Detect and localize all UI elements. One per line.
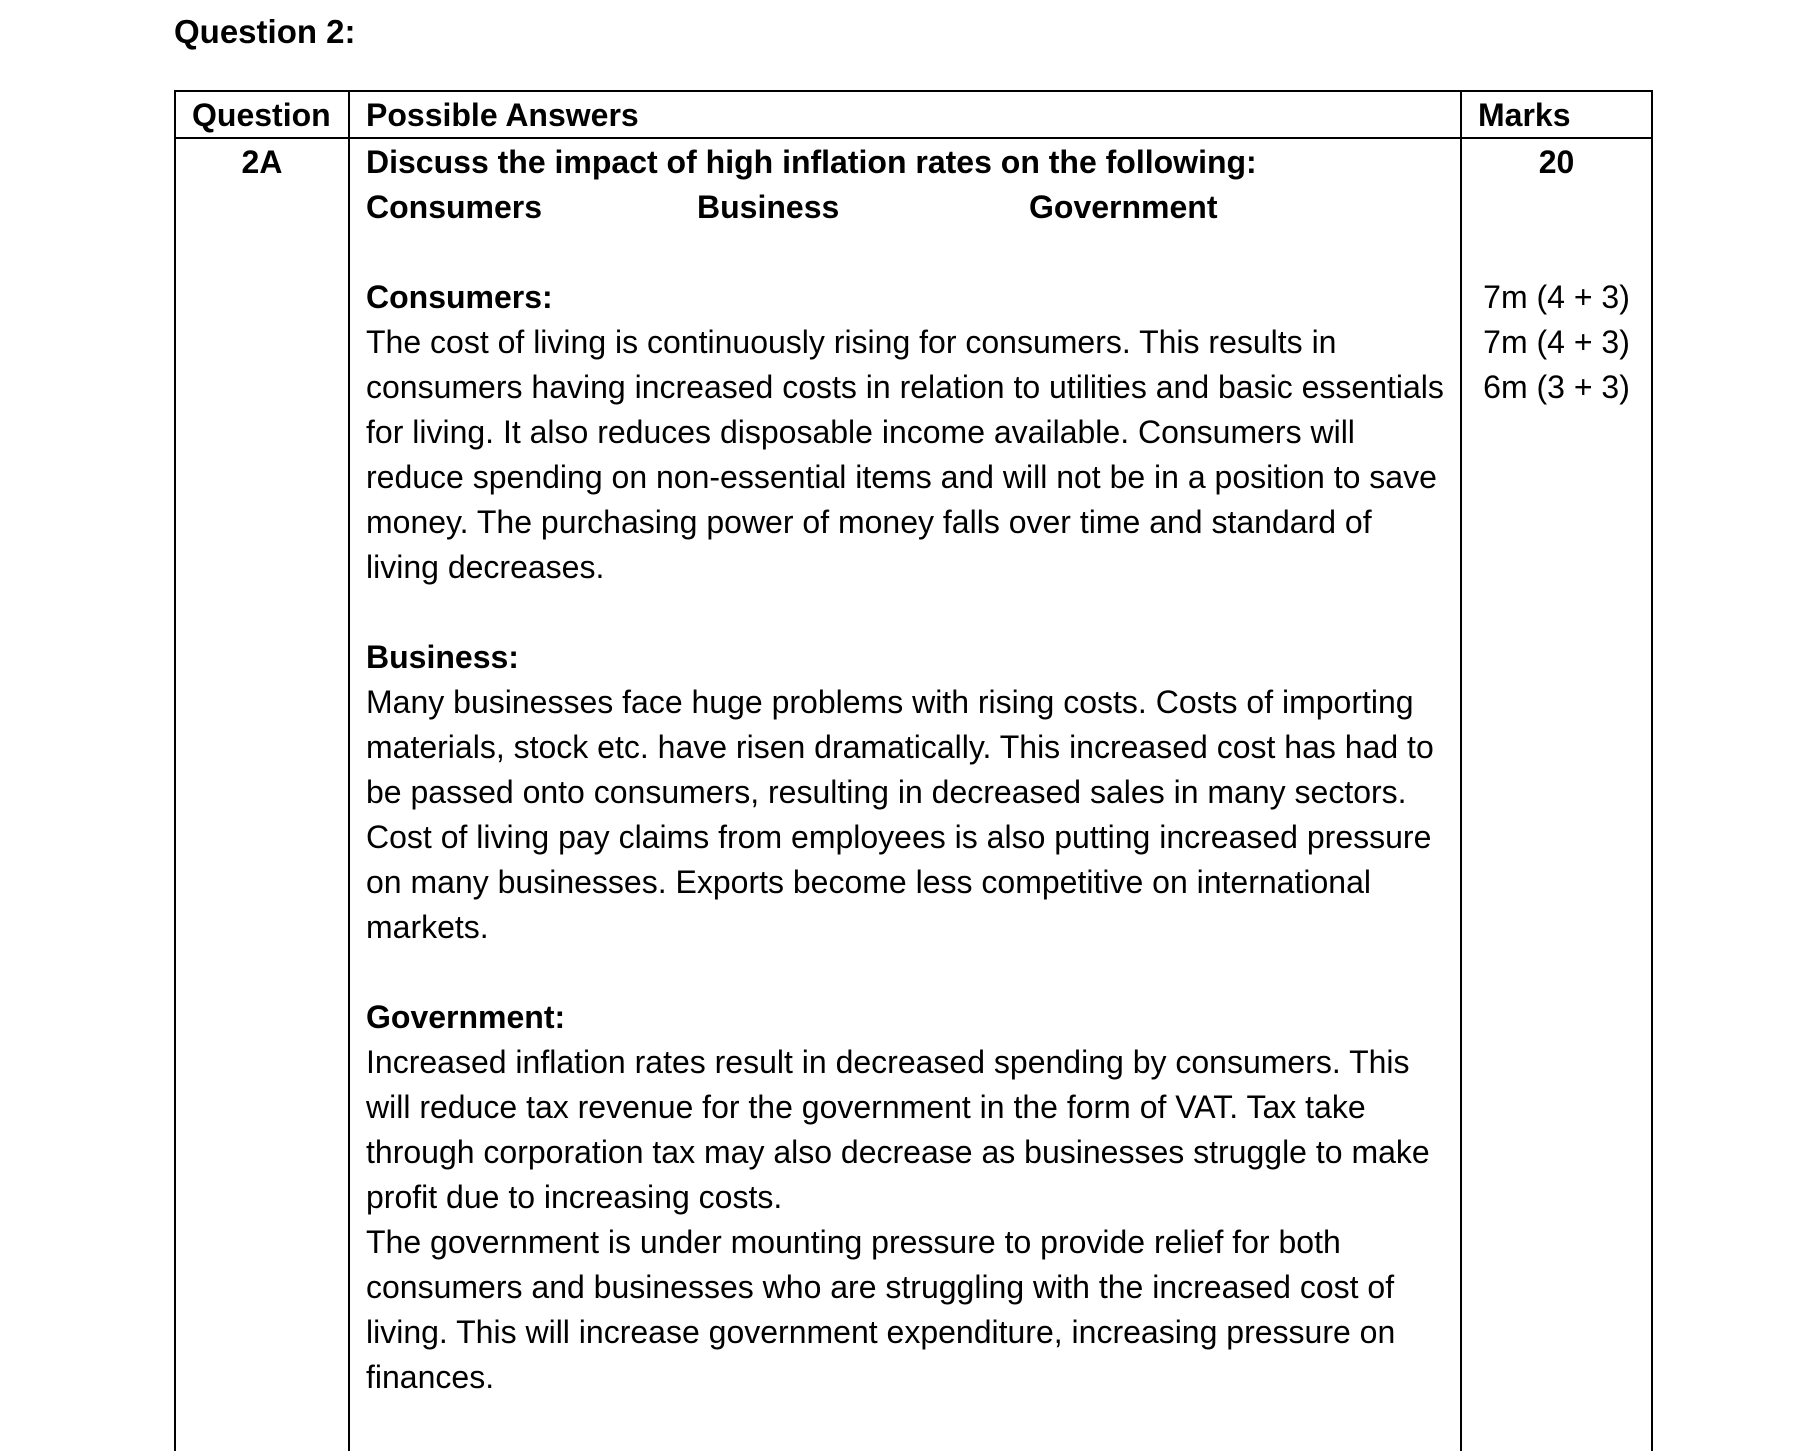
section-heading: Business: bbox=[366, 639, 519, 675]
section-paragraph: Cost of living pay claims from employees is also putting increased pressure on many businesses. Exports become less competitive on international markets. bbox=[366, 819, 1432, 945]
section-business bbox=[366, 635, 1446, 950]
section-paragraph: The cost of living is continuously rising for consumers. This results in consumers having increased costs in relation to utilities and basic essentials for living. It also reduces disposable income available. Consumers will reduce spending on non-essential items and will not be in a position to save money. The purchasing power of money falls over time and standard of living decreases. bbox=[366, 324, 1444, 585]
question-title: Question 2: bbox=[174, 13, 356, 50]
total-marks: 20 bbox=[1538, 144, 1575, 180]
section-paragraph: The government is under mounting pressure to provide relief for both consumers and businesses who are struggling with the increased cost of living. This will increase government expenditure, increasing pressure on finances. bbox=[366, 1224, 1396, 1395]
category-government: Government bbox=[1029, 189, 1218, 225]
section-consumers bbox=[366, 275, 1446, 590]
mark-breakdown-government: 6m (3 + 3) bbox=[1483, 369, 1630, 405]
header-question: Question bbox=[192, 97, 331, 133]
marking-scheme-table bbox=[174, 90, 1653, 1451]
section-heading: Consumers: bbox=[366, 279, 553, 315]
marks-cell bbox=[1462, 140, 1651, 410]
header-marks: Marks bbox=[1478, 97, 1571, 133]
question-prompt: Discuss the impact of high inflation rates on the following: bbox=[366, 144, 1257, 180]
section-government bbox=[366, 995, 1446, 1400]
section-paragraph: Increased inflation rates result in decreased spending by consumers. This will reduce tax revenue for the government in the form of VAT. Tax take through corporation tax may also decrease as businesses struggle to make profit due to increasing costs. bbox=[366, 1044, 1430, 1215]
category-business: Business bbox=[697, 189, 840, 225]
column-divider bbox=[348, 92, 350, 1451]
answers-cell bbox=[366, 140, 1446, 1400]
header-possible-answers: Possible Answers bbox=[366, 97, 639, 133]
question-id: 2A bbox=[241, 144, 283, 180]
mark-breakdown-business: 7m (4 + 3) bbox=[1483, 324, 1630, 360]
section-paragraph: Many businesses face huge problems with rising costs. Costs of importing materials, stock etc. have risen dramatically. This increased cost has had to be passed onto consumers, resulting in decreased sales in many sectors. bbox=[366, 684, 1434, 810]
mark-breakdown-consumers: 7m (4 + 3) bbox=[1483, 279, 1630, 315]
category-list bbox=[366, 185, 1446, 230]
section-heading: Government: bbox=[366, 999, 566, 1035]
category-consumers: Consumers bbox=[366, 189, 543, 225]
